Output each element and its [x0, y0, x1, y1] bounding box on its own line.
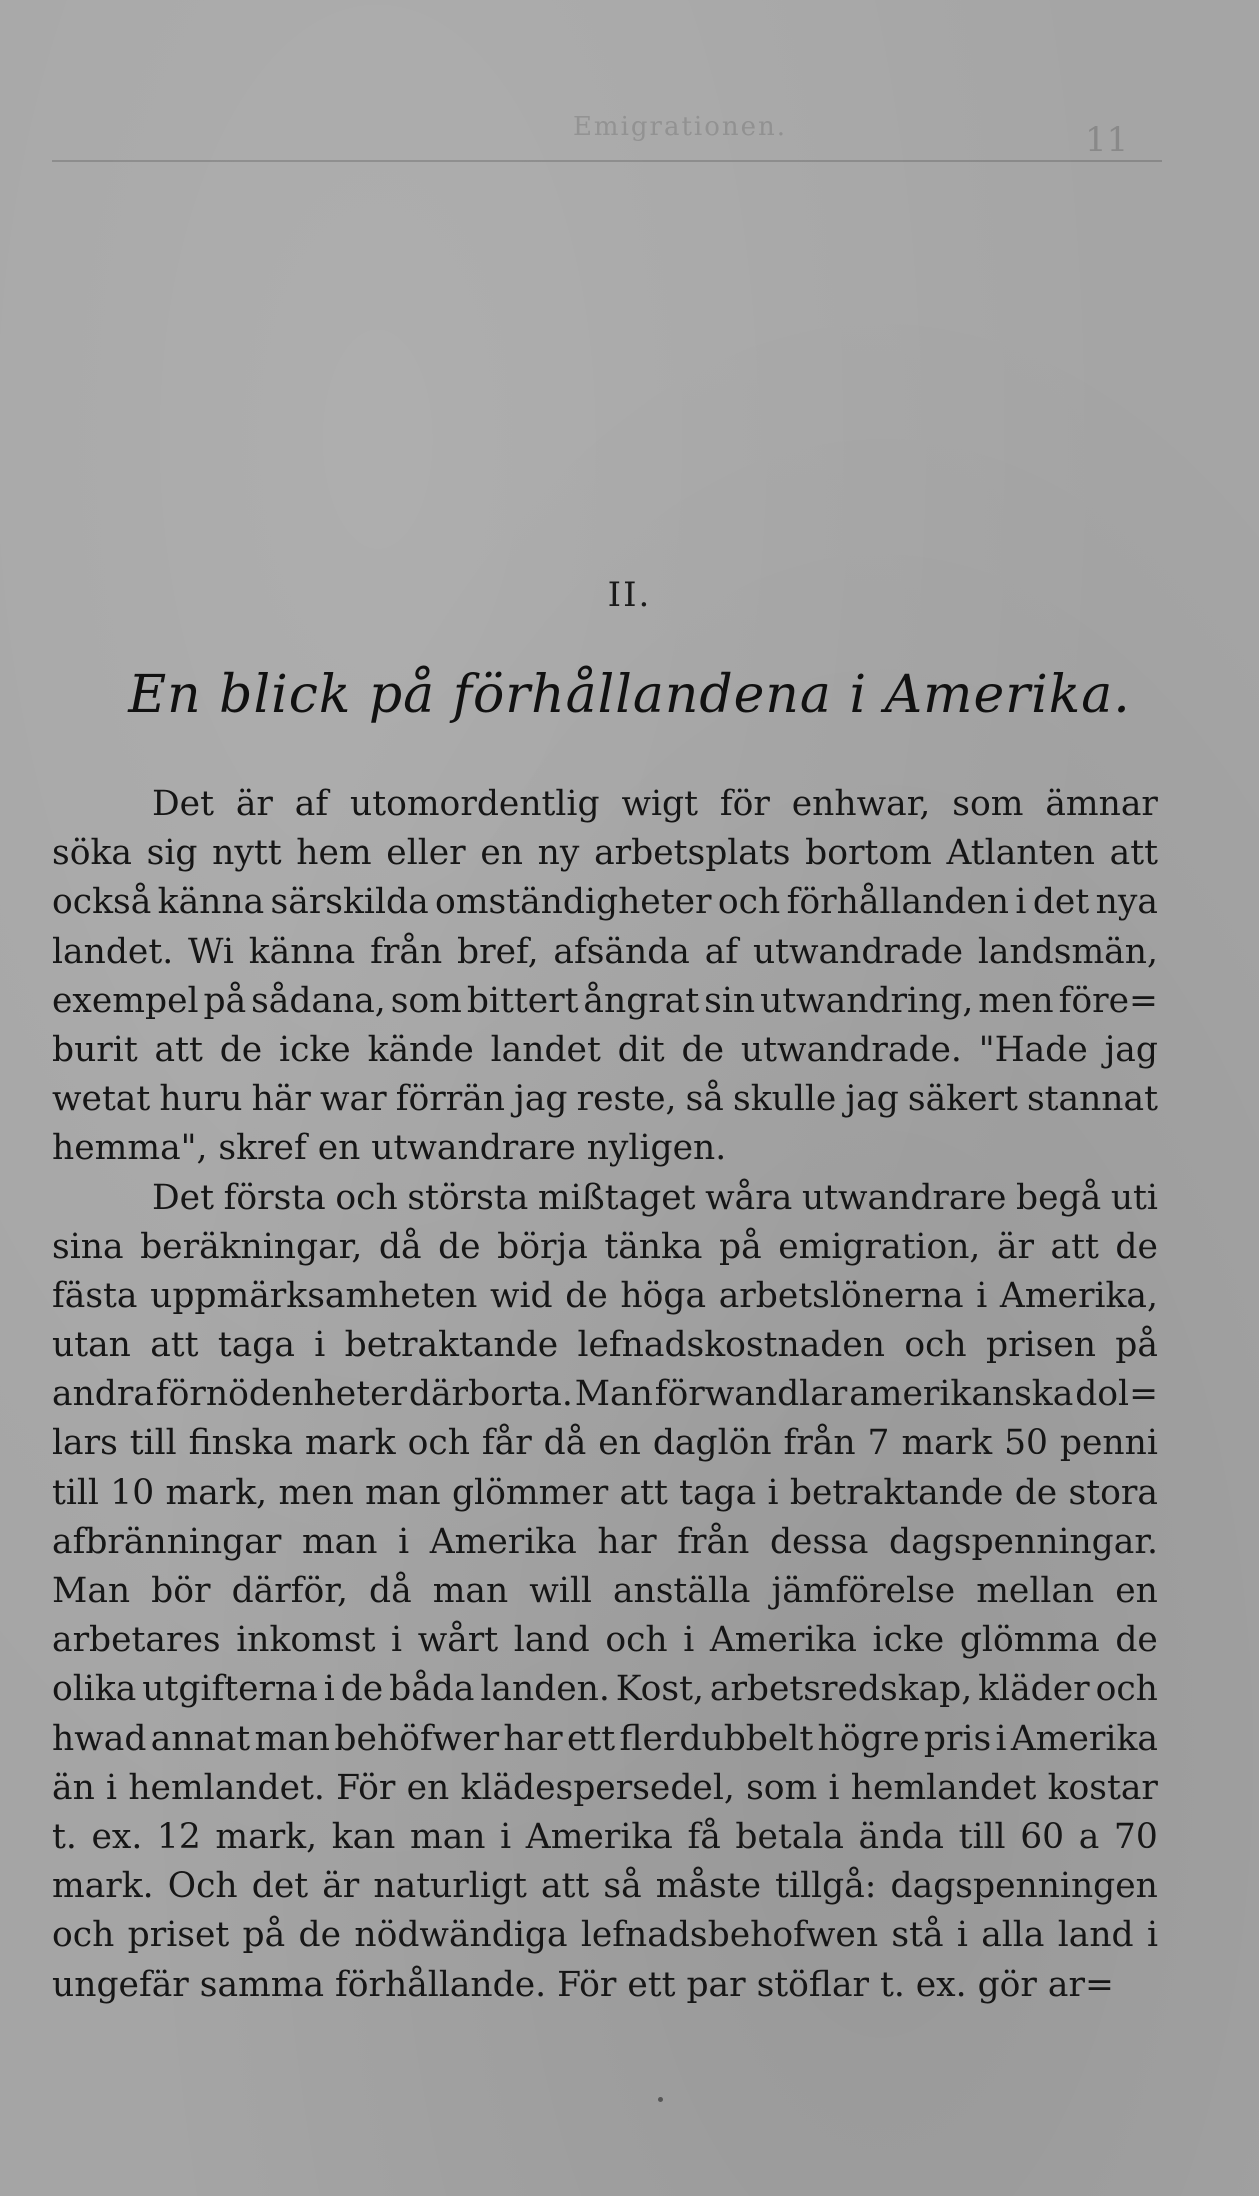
word: andra	[52, 1374, 154, 1415]
word: Kost,	[615, 1669, 704, 1710]
word: tillgå:	[775, 1866, 877, 1907]
word: i	[683, 1620, 695, 1661]
word: i	[956, 1915, 968, 1956]
word: från	[370, 931, 443, 972]
word: därför,	[231, 1571, 348, 1611]
word: här	[251, 1079, 311, 1120]
text-line	[52, 1764, 1158, 1813]
word: bör	[151, 1571, 211, 1611]
word: mark.	[52, 1866, 154, 1907]
word: arbetares	[52, 1620, 221, 1661]
word: än	[52, 1767, 95, 1808]
word: utomordentlig	[349, 784, 600, 824]
word: båda	[389, 1669, 475, 1710]
word: att	[154, 1029, 203, 1070]
word: reste,	[576, 1079, 677, 1120]
word: ångrat	[583, 980, 700, 1021]
word: då	[378, 1226, 422, 1267]
word: har	[597, 1521, 657, 1562]
word: daglön	[652, 1423, 772, 1464]
word: hem	[296, 833, 372, 874]
word: pris	[923, 1718, 992, 1759]
text-line	[52, 1026, 1158, 1075]
word: förnödenheter	[155, 1374, 407, 1415]
text-line	[52, 1272, 1158, 1321]
word: annat	[150, 1718, 251, 1759]
word: land	[1057, 1915, 1134, 1956]
word: förwandlar	[654, 1374, 848, 1415]
word: lefnadsbehofwen	[580, 1915, 879, 1956]
word: till	[958, 1816, 1006, 1857]
word: ett	[567, 1718, 616, 1759]
word: 50	[1004, 1423, 1048, 1464]
word: få	[687, 1816, 721, 1857]
word: man	[410, 1816, 486, 1857]
word: stå	[891, 1915, 944, 1956]
word: Amerika	[709, 1620, 857, 1661]
word: utan	[52, 1325, 131, 1366]
chapter-title: En blick på förhållandena i Amerika.	[128, 665, 1131, 725]
word: känna	[248, 931, 356, 972]
word: taga	[679, 1472, 757, 1513]
word: landet	[490, 1029, 601, 1070]
word: och	[717, 882, 781, 923]
word: Man	[574, 1374, 653, 1415]
word: söka	[52, 833, 132, 874]
word: nödwändiga	[354, 1915, 568, 1956]
word: förhållanden	[786, 882, 1010, 923]
word: känna	[157, 882, 265, 923]
word: af	[704, 931, 739, 972]
bleed-through-page-number: 11	[1085, 120, 1129, 160]
word: de	[565, 1275, 608, 1316]
word: i	[767, 1472, 779, 1513]
word: särskilda	[270, 882, 429, 923]
paragraph	[52, 780, 1158, 1174]
word: kände	[367, 1029, 474, 1070]
word: bortom	[805, 833, 932, 874]
word: huru	[159, 1079, 243, 1120]
word: arbetsredskap,	[709, 1669, 973, 1710]
text-line	[52, 829, 1158, 878]
word: i	[976, 1275, 988, 1316]
word: är	[996, 1226, 1034, 1267]
word: utwandrade	[752, 931, 963, 972]
word: kläder	[978, 1669, 1090, 1710]
word: kostar	[1047, 1767, 1158, 1808]
word: arbetsplats	[594, 833, 791, 874]
word: i	[1015, 882, 1027, 923]
word: hemlandet	[850, 1767, 1037, 1808]
word: före=	[1058, 980, 1158, 1021]
word: hwad	[52, 1718, 147, 1759]
word: betala	[735, 1816, 844, 1857]
word: will	[529, 1571, 592, 1611]
word: dessa	[769, 1521, 869, 1562]
word: wid	[489, 1275, 553, 1316]
word: lefnadskostnaden	[577, 1325, 886, 1366]
word: största	[407, 1177, 529, 1218]
word: kan	[331, 1816, 396, 1857]
word: man	[301, 1521, 378, 1562]
word: är	[235, 784, 273, 824]
word: i	[828, 1767, 840, 1808]
word: wigt	[621, 784, 698, 824]
word: hemlandet.	[128, 1767, 325, 1808]
word: mark	[901, 1423, 993, 1464]
word: icke	[279, 1029, 351, 1070]
word: sådana,	[251, 980, 386, 1021]
word: bittert	[466, 980, 579, 1021]
word: behöfwer	[334, 1718, 500, 1759]
word: i	[323, 1669, 335, 1710]
word: utwandrade.	[740, 1029, 962, 1070]
word: uppmärksamheten	[150, 1275, 478, 1316]
text-line	[52, 1469, 1158, 1518]
word: i	[106, 1767, 118, 1808]
word: höga	[620, 1275, 707, 1316]
word: wåra	[705, 1177, 793, 1218]
word: man	[432, 1571, 509, 1611]
word: då	[368, 1571, 412, 1611]
word: glömmer	[451, 1472, 609, 1513]
word: har	[503, 1718, 563, 1759]
word: wårt	[417, 1620, 499, 1661]
word: dit	[617, 1029, 665, 1070]
word: naturligt	[373, 1866, 527, 1907]
text-line	[52, 1616, 1158, 1665]
word: emigration,	[778, 1226, 981, 1267]
text-line	[52, 928, 1158, 977]
word: fästa	[52, 1275, 138, 1316]
word: omständigheter	[435, 882, 712, 923]
word: då	[543, 1423, 587, 1464]
word: säkert	[907, 1079, 1018, 1120]
word: får	[481, 1423, 532, 1464]
word: det	[1032, 882, 1090, 923]
word: mißtaget	[537, 1177, 696, 1218]
word: t.	[52, 1816, 77, 1857]
word: en	[1115, 1571, 1158, 1611]
paragraphs	[52, 780, 1158, 2010]
word: från	[783, 1423, 856, 1464]
word: de	[681, 1029, 725, 1070]
word: inkomst	[236, 1620, 376, 1661]
word: stannat	[1026, 1079, 1158, 1120]
word: men	[978, 980, 1054, 1021]
word: afbränningar	[52, 1521, 282, 1562]
word: ex.	[91, 1816, 143, 1857]
text-line: hemma", skref en utwandrare nyligen.	[52, 1128, 727, 1169]
word: på	[1115, 1325, 1158, 1366]
word: glömma	[959, 1620, 1100, 1661]
word: taga	[217, 1325, 295, 1366]
paragraph	[52, 1174, 1158, 2010]
word: en	[598, 1423, 641, 1464]
text-line	[52, 1911, 1158, 1960]
word: mark,	[215, 1816, 318, 1857]
word: att	[150, 1325, 199, 1366]
word: 70	[1113, 1816, 1158, 1857]
word: Och	[167, 1866, 238, 1907]
word: landet.	[52, 931, 174, 972]
word: de	[298, 1915, 342, 1956]
word: som	[952, 784, 1024, 824]
word: och	[335, 1177, 398, 1218]
word: mark	[305, 1423, 396, 1464]
word: bref,	[457, 931, 539, 972]
word: sig	[146, 833, 198, 874]
text-line	[52, 1370, 1158, 1419]
word: att	[619, 1472, 668, 1513]
text-line	[52, 1862, 1158, 1911]
text-line	[52, 1715, 1158, 1764]
word: a	[1078, 1816, 1100, 1857]
word: olika	[52, 1669, 137, 1710]
word: utwandrare	[801, 1177, 1007, 1218]
word: land	[513, 1620, 590, 1661]
word: beräkningar,	[140, 1226, 363, 1267]
word: och	[1095, 1669, 1158, 1710]
word: men	[278, 1472, 354, 1513]
word: på	[242, 1915, 286, 1956]
text-line	[52, 1419, 1158, 1468]
word: i	[500, 1816, 512, 1857]
word: finska	[188, 1423, 294, 1464]
text-line	[52, 977, 1158, 1026]
word: 12	[156, 1816, 201, 1857]
word: så	[603, 1866, 642, 1907]
word: Atlanten	[946, 833, 1095, 874]
word: en	[480, 833, 523, 874]
word: Man	[52, 1571, 131, 1611]
word: de	[219, 1029, 263, 1070]
word: i	[314, 1325, 326, 1366]
word: man	[365, 1472, 441, 1513]
word: amerikanska	[849, 1374, 1074, 1415]
word: wetat	[52, 1079, 151, 1120]
text-line	[52, 1075, 1158, 1124]
word: betraktande	[344, 1325, 559, 1366]
bleed-through-header: Emigrationen.	[572, 112, 788, 142]
word: Det	[152, 784, 214, 824]
word: eller	[386, 833, 466, 874]
text-line	[52, 1321, 1158, 1370]
word: landen.	[480, 1669, 610, 1710]
text-line	[52, 1518, 1158, 1567]
word: högre	[817, 1718, 920, 1759]
word: 60	[1020, 1816, 1065, 1857]
text-line	[52, 1813, 1158, 1862]
word: dol=	[1075, 1374, 1158, 1415]
word: flerdubbelt	[619, 1718, 814, 1759]
word: enhwar,	[791, 784, 931, 824]
word: ny	[537, 833, 580, 874]
text-line	[52, 1567, 1158, 1616]
word: som	[746, 1767, 818, 1808]
word: sin	[704, 980, 756, 1021]
word: en	[406, 1767, 450, 1808]
word: utgifterna	[142, 1669, 318, 1710]
text-line	[52, 878, 1158, 927]
word: jag	[1104, 1029, 1158, 1070]
word: de	[1115, 1620, 1158, 1661]
word: i	[1146, 1915, 1158, 1956]
word: arbetslönerna	[718, 1275, 964, 1316]
word: och	[407, 1423, 470, 1464]
word: begå	[1016, 1177, 1102, 1218]
word: alla	[981, 1915, 1045, 1956]
word: "Hade	[978, 1029, 1088, 1070]
word: För	[336, 1767, 396, 1808]
text-line	[52, 1174, 1158, 1223]
word: ämnar	[1045, 784, 1158, 824]
word: utwandring,	[760, 980, 974, 1021]
word: i	[391, 1620, 403, 1661]
word: som	[390, 980, 462, 1021]
word: de	[1115, 1226, 1158, 1267]
word: penni	[1059, 1423, 1158, 1464]
word: för	[719, 784, 770, 824]
body-text	[52, 780, 1158, 2010]
word: börja	[497, 1226, 588, 1267]
word: landsmän,	[977, 931, 1158, 972]
word: sina	[52, 1226, 124, 1267]
text-line	[52, 1223, 1158, 1272]
word: att	[1050, 1226, 1099, 1267]
word: prisen	[985, 1325, 1096, 1366]
word: de	[340, 1669, 384, 1710]
word: att	[1109, 833, 1158, 874]
word: till	[52, 1472, 99, 1513]
word: uti	[1110, 1177, 1158, 1218]
word: förrän	[395, 1079, 506, 1120]
word: 7	[867, 1423, 890, 1464]
word: Amerika	[1010, 1718, 1158, 1759]
word: burit	[52, 1029, 138, 1070]
word: af	[294, 784, 329, 824]
word: lars	[52, 1423, 118, 1464]
chapter-number: II.	[607, 575, 652, 615]
word: Amerika	[429, 1521, 577, 1562]
word: därborta.	[408, 1374, 573, 1415]
word: ända	[858, 1816, 944, 1857]
word: icke	[872, 1620, 945, 1661]
word: mark,	[165, 1472, 268, 1513]
word: priset	[127, 1915, 230, 1956]
word: betraktande	[789, 1472, 1004, 1513]
word: mellan	[976, 1571, 1095, 1611]
word: så	[685, 1079, 724, 1120]
word: anställa	[612, 1571, 751, 1611]
word: första	[223, 1177, 326, 1218]
word: på	[203, 980, 247, 1021]
word: 10	[110, 1472, 155, 1513]
word: på	[719, 1226, 762, 1267]
word: Amerika,	[999, 1275, 1158, 1316]
word: från	[677, 1521, 750, 1562]
word: måste	[655, 1866, 762, 1907]
text-line	[52, 1665, 1158, 1714]
text-line: ungefär samma förhållande. För ett par stöflar t. ex. gör ar=	[52, 1964, 1114, 2005]
word: de	[438, 1226, 481, 1267]
word: skulle	[732, 1079, 837, 1120]
word: de	[1014, 1472, 1058, 1513]
word: klädespersedel,	[460, 1767, 735, 1808]
word: Wi	[188, 931, 234, 972]
word: i	[398, 1521, 410, 1562]
word: dagspenningar.	[889, 1521, 1158, 1562]
word: och	[52, 1915, 115, 1956]
word: också	[52, 882, 152, 923]
word: afsända	[553, 931, 690, 972]
word: tänka	[604, 1226, 703, 1267]
word: Amerika	[525, 1816, 673, 1857]
word: till	[129, 1423, 177, 1464]
word: och	[605, 1620, 668, 1661]
word: att	[540, 1866, 590, 1907]
word: dagspenningen	[890, 1866, 1158, 1907]
word: nytt	[212, 833, 282, 874]
header-rule	[52, 160, 1162, 162]
word: exempel	[52, 980, 199, 1021]
word: Det	[152, 1177, 214, 1218]
word: stora	[1068, 1472, 1158, 1513]
word: war	[320, 1079, 387, 1120]
word: jag	[514, 1079, 568, 1120]
word: jämförelse	[771, 1571, 956, 1611]
paper-spot	[658, 2097, 663, 2102]
word: nya	[1095, 882, 1158, 923]
word: och	[904, 1325, 967, 1366]
text-line	[52, 780, 1158, 829]
word: jag	[845, 1079, 899, 1120]
word: man	[254, 1718, 331, 1759]
word: det	[251, 1866, 309, 1907]
word: är	[322, 1866, 360, 1907]
word: i	[995, 1718, 1007, 1759]
